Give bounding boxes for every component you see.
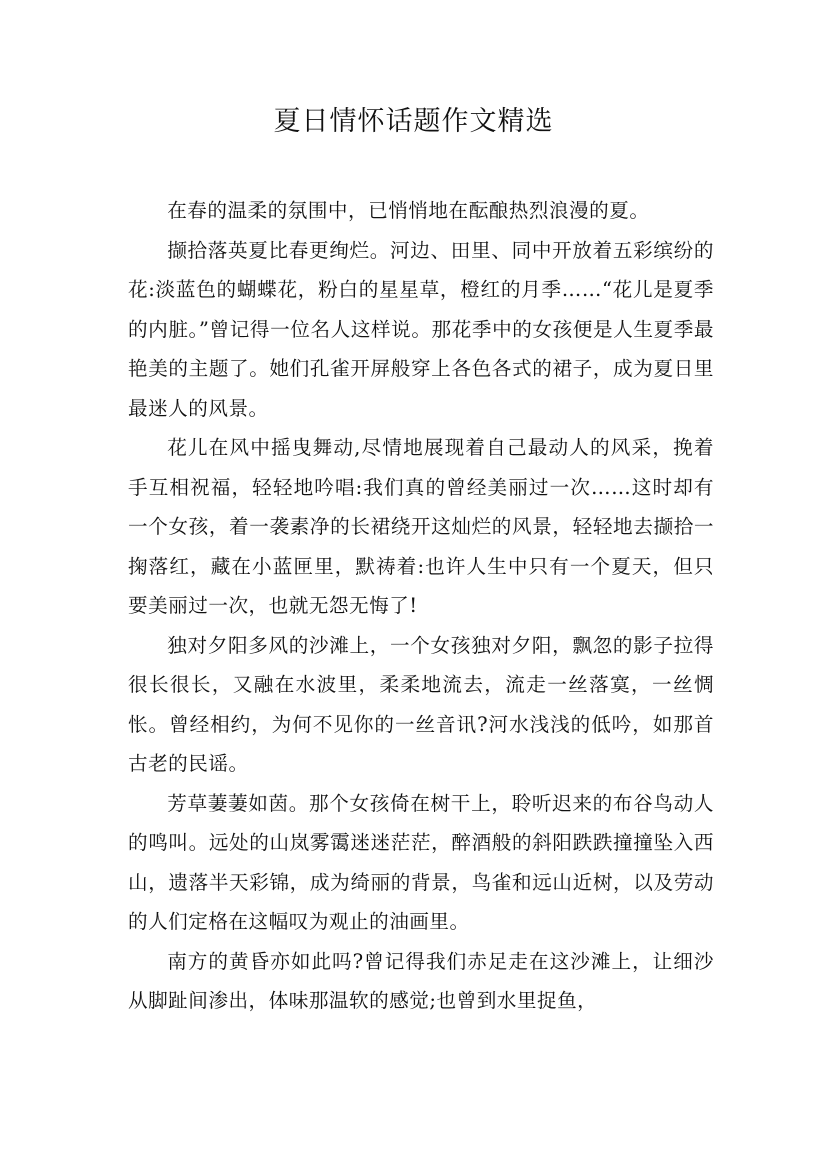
paragraph: 芳草萋萋如茵。那个女孩倚在树干上，聆听迟来的布谷鸟动人的鸣叫。远处的山岚雾霭迷迷茫茫，醉酒般的斜阳跌跌撞撞坠入西山，遗落半天彩锦，成为绮丽的背景，鸟雀和远山近树，以及劳动的人们定格在这幅叹为观止的油画里。: [128, 791, 714, 933]
document-body: [128, 191, 714, 1021]
paragraph: 独对夕阳多风的沙滩上，一个女孩独对夕阳，飘忽的影子拉得很长很长，又融在水波里，柔柔地流去，流走一丝落寞，一丝惆怅。曾经相约，为何不见你的一丝音讯?河水浅浅的低吟，如那首古老的民谣。: [128, 633, 714, 775]
paragraph: 撷拾落英夏比春更绚烂。河边、田里、同中开放着五彩缤纷的花:淡蓝色的蝴蝶花，粉白的星星草，橙红的月季……“花儿是夏季的内脏。”曾记得一位名人这样说。那花季中的女孩便是人生夏季最艳美的主题了。她们孔雀开屏般穿上各色各式的裙子，成为夏日里最迷人的风景。: [128, 238, 714, 420]
paragraph: 南方的黄昏亦如此吗?曾记得我们赤足走在这沙滩上，让细沙从脚趾间渗出，体味那温软的感觉;也曾到水里捉鱼，: [128, 949, 714, 1012]
paragraph: 在春的温柔的氛围中，已悄悄地在酝酿热烈浪漫的夏。: [167, 199, 650, 222]
document-title: 夏日情怀话题作文精选: [273, 106, 554, 137]
paragraph: 花儿在风中摇曳舞动,尽情地展现着自己最动人的风采，挽着手互相祝福，轻轻地吟唱:我们真的曾经美丽过一次……这时却有一个女孩，着一袭素净的长裙绕开这灿烂的风景，轻轻地去撷拾一掬落红，藏在小蓝匣里，默祷着:也许人生中只有一个夏天，但只要美丽过一次，也就无怨无悔了!: [128, 436, 714, 617]
